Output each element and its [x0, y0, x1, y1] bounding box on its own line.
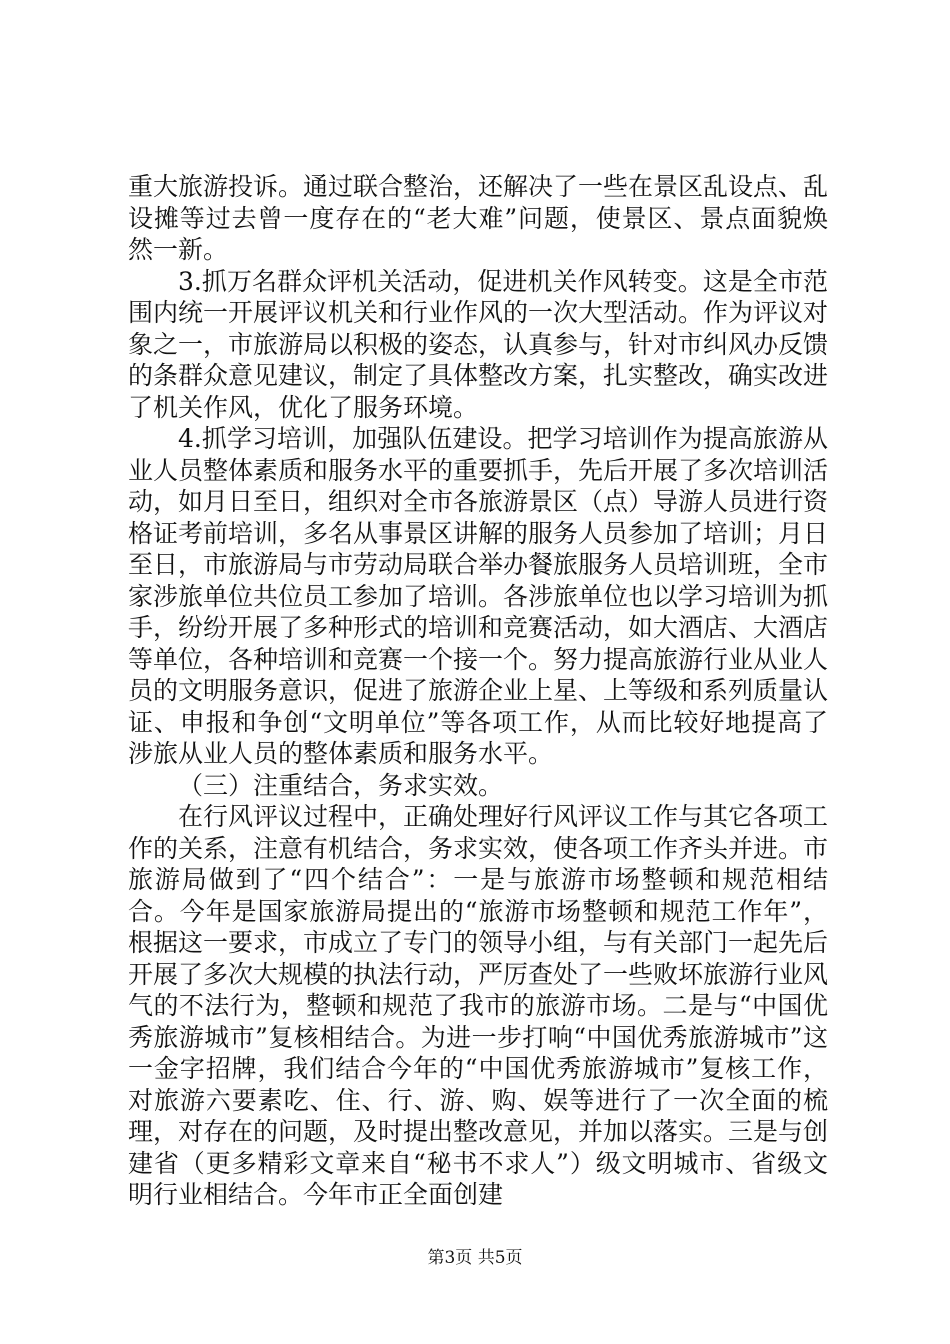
paragraph: 重大旅游投诉。通过联合整治，还解决了一些在景区乱设点、乱设摊等过去曾一度存在的“老大难”问题，使景区、景点面貌焕然一新。 — [128, 172, 829, 264]
paragraph: 3.抓万名群众评机关活动，促进机关作风转变。这是全市范围内统一开展评议机关和行业作风的一次大型活动。作为评议对象之一，市旅游局以积极的姿态，认真参与，针对市纠风办反馈的条群众意见建议，制定了具体整改方案，扎实整改，确实改进了机关作风，优化了服务环境。 — [128, 266, 829, 422]
page-footer — [0, 1247, 950, 1269]
page-number: 第3页 共5页 — [427, 1248, 523, 1268]
body-text — [128, 171, 828, 1211]
paragraph: 在行风评议过程中，正确处理好行风评议工作与其它各项工作的关系，注意有机结合，务求实效，使各项工作齐头并进。市旅游局做到了“四个结合”：一是与旅游市场整顿和规范相结合。今年是国家旅游局提出的“旅游市场整顿和规范工作年”，根据这一要求，市成立了专门的领导小组，与有关部门一起先后开展了多次大规模的执法行动，严厉查处了一些败坏旅游行业风气的不法行为，整顿和规范了我市的旅游市场。二是与“中国优秀旅游城市”复核相结合。为进一步打响“中国优秀旅游城市”这一金字招牌，我们结合今年的“中国优秀旅游城市”复核工作，对旅游六要素吃、住、行、游、购、娱等进行了一次全面的梳理，对存在的问题，及时提出整改意见，并加以落实。三是与创建省（更多精彩文章来自“秘书不求人”）级文明城市、省级文明行业相结合。今年市正全面创建 — [128, 802, 829, 1209]
section-heading: （三）注重结合，务求实效。 — [178, 770, 504, 800]
paragraph: 4.抓学习培训，加强队伍建设。把学习培训作为提高旅游从业人员整体素质和服务水平的重要抓手，先后开展了多次培训活动，如月日至日，组织对全市各旅游景区（点）导游人员进行资格证考前培训，多名从事景区讲解的服务人员参加了培训；月日至日，市旅游局与市劳动局联合举办餐旅服务人员培训班，全市家涉旅单位共位员工参加了培训。各涉旅单位也以学习培训为抓手，纷纷开展了多种形式的培训和竞赛活动，如大酒店、大酒店等单位，各种培训和竞赛一个接一个。努力提高旅游行业从业人员的文明服务意识，促进了旅游企业上星、上等级和系列质量认证、申报和争创“文明单位”等各项工作，从而比较好地提高了涉旅从业人员的整体素质和服务水平。 — [128, 424, 829, 768]
